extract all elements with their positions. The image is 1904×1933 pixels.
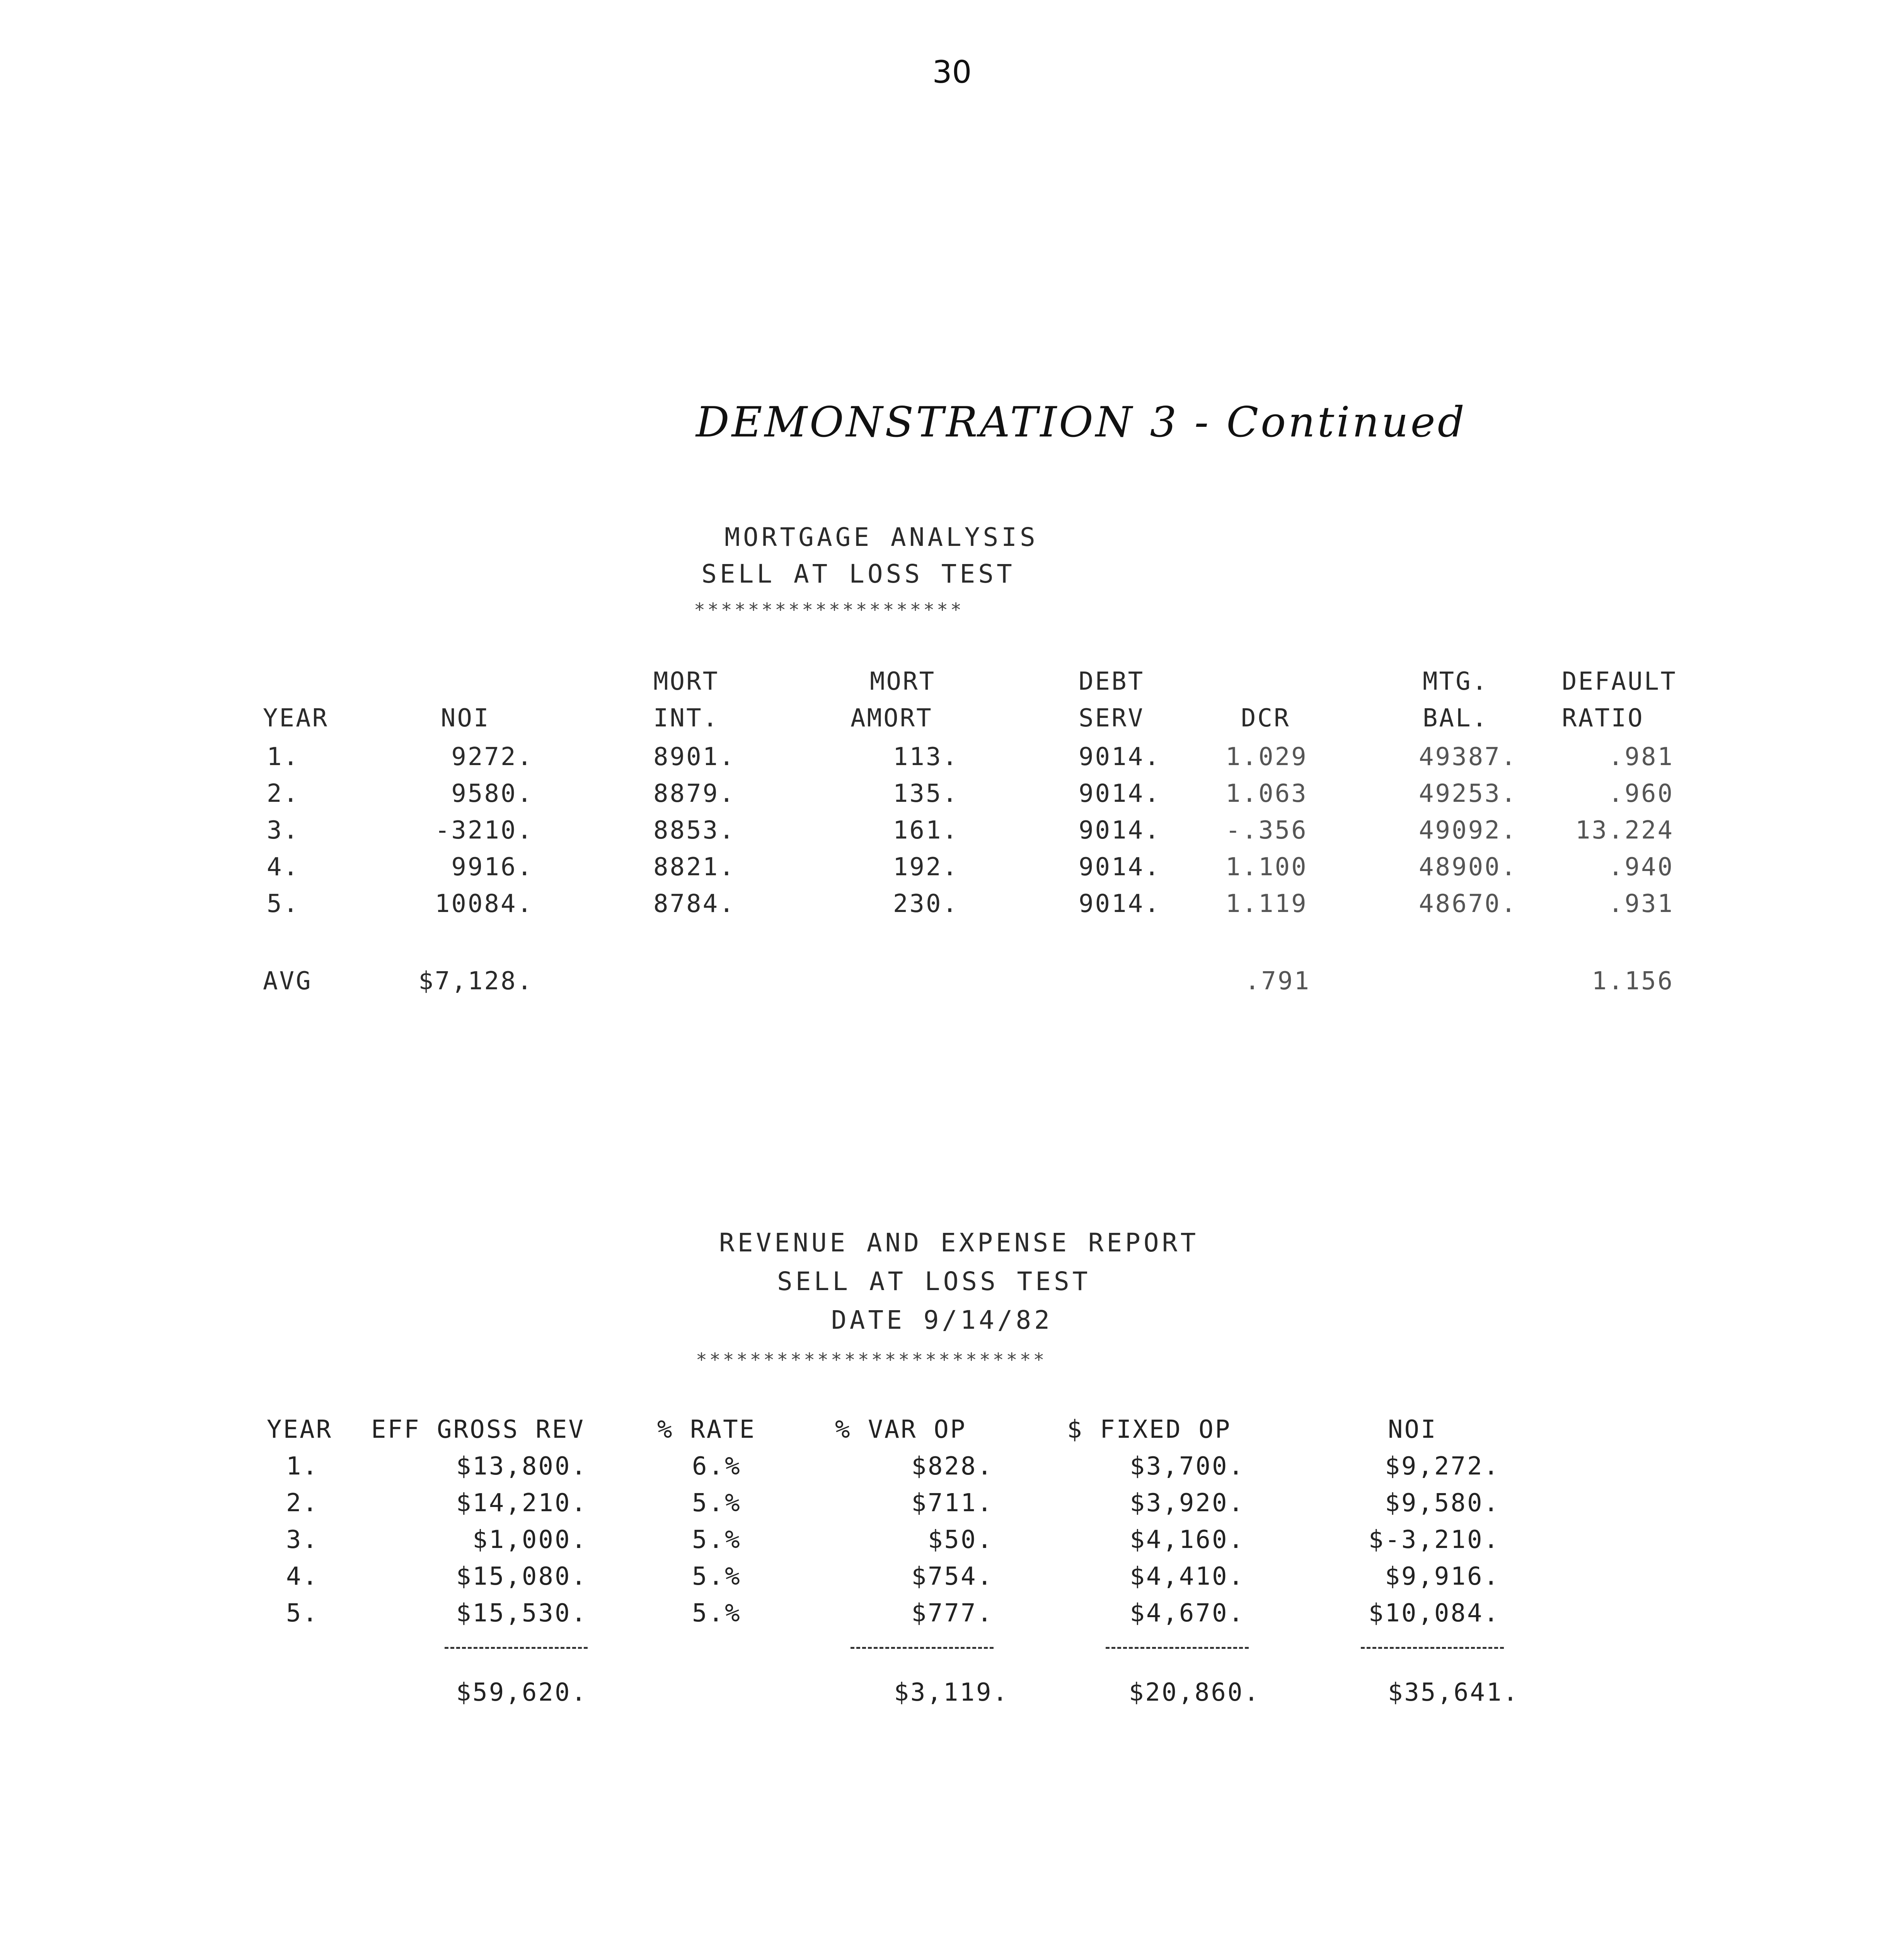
mortgage-subtitle: SELL AT LOSS TEST — [701, 559, 1015, 589]
mortgage-cell-noi: 9580. — [451, 779, 534, 808]
mortgage-cell-default-ratio: 13.224 — [1575, 816, 1674, 845]
mortgage-star-divider: ******************** — [694, 599, 964, 621]
revexp-cell-var-op: $828. — [911, 1452, 994, 1481]
revexp-total-eff-gross-rev: $59,620. — [456, 1678, 588, 1707]
mortgage-cell-year: 5. — [267, 890, 300, 918]
revexp-cell-rate: 6.% — [692, 1452, 741, 1481]
revexp-cell-eff-gross-rev: $13,800. — [456, 1452, 588, 1481]
mortgage-cell-mort-int: 8901. — [653, 743, 736, 771]
mortgage-cell-amort: 161. — [893, 816, 959, 845]
revexp-header-rate: % RATE — [657, 1415, 756, 1444]
revexp-subtitle: SELL AT LOSS TEST — [777, 1267, 1091, 1296]
mortgage-header-default-2: RATIO — [1562, 704, 1644, 733]
revexp-total-rule-noi — [1361, 1647, 1504, 1649]
mortgage-header-debt-serv-1: DEBT — [1079, 667, 1145, 696]
mortgage-cell-amort: 192. — [893, 853, 959, 881]
mortgage-header-dcr: DCR — [1241, 704, 1290, 733]
mortgage-cell-noi: -3210. — [435, 816, 534, 845]
revexp-cell-year: 4. — [286, 1562, 319, 1591]
revexp-cell-eff-gross-rev: $1,000. — [472, 1526, 588, 1554]
mortgage-cell-default-ratio: .960 — [1608, 779, 1674, 808]
revexp-cell-rate: 5.% — [692, 1562, 741, 1591]
revexp-cell-year: 5. — [286, 1599, 319, 1628]
revexp-cell-noi: $9,916. — [1385, 1562, 1500, 1591]
mortgage-cell-debt-serv: 9014. — [1079, 816, 1161, 845]
mortgage-cell-mort-int: 8784. — [653, 890, 736, 918]
revexp-cell-noi: $-3,210. — [1368, 1526, 1500, 1554]
mortgage-cell-year: 1. — [267, 743, 300, 771]
mortgage-cell-year: 3. — [267, 816, 300, 845]
revexp-cell-fixed-op: $3,920. — [1130, 1489, 1245, 1517]
revexp-cell-var-op: $711. — [911, 1489, 994, 1517]
mortgage-cell-dcr: 1.029 — [1226, 743, 1308, 771]
mortgage-cell-amort: 135. — [893, 779, 959, 808]
mortgage-cell-noi: 9916. — [451, 853, 534, 881]
mortgage-header-mtg-bal-2: BAL. — [1423, 704, 1489, 733]
revexp-cell-fixed-op: $3,700. — [1130, 1452, 1245, 1481]
revexp-cell-fixed-op: $4,160. — [1130, 1526, 1245, 1554]
mortgage-header-mtg-bal-1: MTG. — [1423, 667, 1489, 696]
mortgage-avg-noi: $7,128. — [418, 967, 534, 995]
revexp-header-eff-gross-rev: EFF GROSS REV — [371, 1415, 585, 1444]
mortgage-cell-year: 4. — [267, 853, 300, 881]
revexp-total-noi: $35,641. — [1388, 1678, 1519, 1707]
mortgage-header-default-1: DEFAULT — [1562, 667, 1677, 696]
mortgage-cell-mtg-bal: 49387. — [1419, 743, 1518, 771]
revexp-cell-rate: 5.% — [692, 1489, 741, 1517]
revexp-header-noi: NOI — [1388, 1415, 1437, 1444]
mortgage-cell-mtg-bal: 49092. — [1419, 816, 1518, 845]
revexp-date: DATE 9/14/82 — [831, 1305, 1053, 1335]
mortgage-cell-mort-int: 8821. — [653, 853, 736, 881]
mortgage-cell-mort-int: 8879. — [653, 779, 736, 808]
revexp-total-rule-fixed-op — [1106, 1647, 1249, 1649]
mortgage-header-year: YEAR — [263, 704, 329, 733]
revexp-cell-fixed-op: $4,410. — [1130, 1562, 1245, 1591]
revexp-title: REVENUE AND EXPENSE REPORT — [719, 1228, 1199, 1258]
revexp-cell-rate: 5.% — [692, 1599, 741, 1628]
mortgage-header-noi: NOI — [441, 704, 490, 733]
mortgage-header-amort-1: MORT — [870, 667, 936, 696]
revexp-cell-eff-gross-rev: $14,210. — [456, 1489, 588, 1517]
revexp-cell-var-op: $777. — [911, 1599, 994, 1628]
revexp-cell-var-op: $50. — [927, 1526, 994, 1554]
mortgage-header-mort-int-1: MORT — [653, 667, 719, 696]
mortgage-header-amort-2: AMORT — [851, 704, 933, 733]
mortgage-cell-debt-serv: 9014. — [1079, 890, 1161, 918]
mortgage-cell-dcr: 1.119 — [1226, 890, 1308, 918]
page-number: 30 — [932, 54, 972, 90]
mortgage-cell-amort: 230. — [893, 890, 959, 918]
revexp-cell-year: 3. — [286, 1526, 319, 1554]
revexp-cell-noi: $9,580. — [1385, 1489, 1500, 1517]
mortgage-avg-label: AVG — [263, 967, 312, 995]
mortgage-cell-noi: 9272. — [451, 743, 534, 771]
mortgage-title: MORTGAGE ANALYSIS — [724, 522, 1038, 552]
mortgage-cell-debt-serv: 9014. — [1079, 853, 1161, 881]
revexp-header-fixed-op: $ FIXED OP — [1067, 1415, 1232, 1444]
revexp-cell-fixed-op: $4,670. — [1130, 1599, 1245, 1628]
revexp-cell-year: 1. — [286, 1452, 319, 1481]
mortgage-cell-default-ratio: .981 — [1608, 743, 1674, 771]
revexp-cell-rate: 5.% — [692, 1526, 741, 1554]
mortgage-avg-default-ratio: 1.156 — [1592, 967, 1674, 995]
revexp-star-divider: ************************** — [696, 1349, 1047, 1371]
revexp-total-rule-var-op — [851, 1647, 994, 1649]
revexp-header-var-op: % VAR OP — [835, 1415, 967, 1444]
revexp-header-year: YEAR — [267, 1415, 333, 1444]
revexp-cell-year: 2. — [286, 1489, 319, 1517]
mortgage-cell-mtg-bal: 48900. — [1419, 853, 1518, 881]
handwritten-heading: DEMONSTRATION 3 - Continued — [696, 398, 1467, 447]
mortgage-cell-year: 2. — [267, 779, 300, 808]
revexp-cell-noi: $10,084. — [1368, 1599, 1500, 1628]
mortgage-cell-default-ratio: .931 — [1608, 890, 1674, 918]
revexp-cell-noi: $9,272. — [1385, 1452, 1500, 1481]
mortgage-avg-dcr: .791 — [1244, 967, 1311, 995]
mortgage-cell-amort: 113. — [893, 743, 959, 771]
mortgage-cell-default-ratio: .940 — [1608, 853, 1674, 881]
mortgage-cell-dcr: 1.100 — [1226, 853, 1308, 881]
revexp-total-rule-eff-gross-rev — [445, 1647, 588, 1649]
mortgage-cell-mtg-bal: 49253. — [1419, 779, 1518, 808]
mortgage-cell-dcr: -.356 — [1226, 816, 1308, 845]
mortgage-cell-dcr: 1.063 — [1226, 779, 1308, 808]
revexp-total-fixed-op: $20,860. — [1128, 1678, 1260, 1707]
mortgage-cell-debt-serv: 9014. — [1079, 779, 1161, 808]
revexp-cell-eff-gross-rev: $15,530. — [456, 1599, 588, 1628]
mortgage-cell-mort-int: 8853. — [653, 816, 736, 845]
revexp-cell-var-op: $754. — [911, 1562, 994, 1591]
mortgage-header-mort-int-2: INT. — [653, 704, 719, 733]
mortgage-cell-mtg-bal: 48670. — [1419, 890, 1518, 918]
mortgage-cell-debt-serv: 9014. — [1079, 743, 1161, 771]
mortgage-header-debt-serv-2: SERV — [1079, 704, 1145, 733]
revexp-cell-eff-gross-rev: $15,080. — [456, 1562, 588, 1591]
mortgage-cell-noi: 10084. — [435, 890, 534, 918]
revexp-total-var-op: $3,119. — [894, 1678, 1009, 1707]
